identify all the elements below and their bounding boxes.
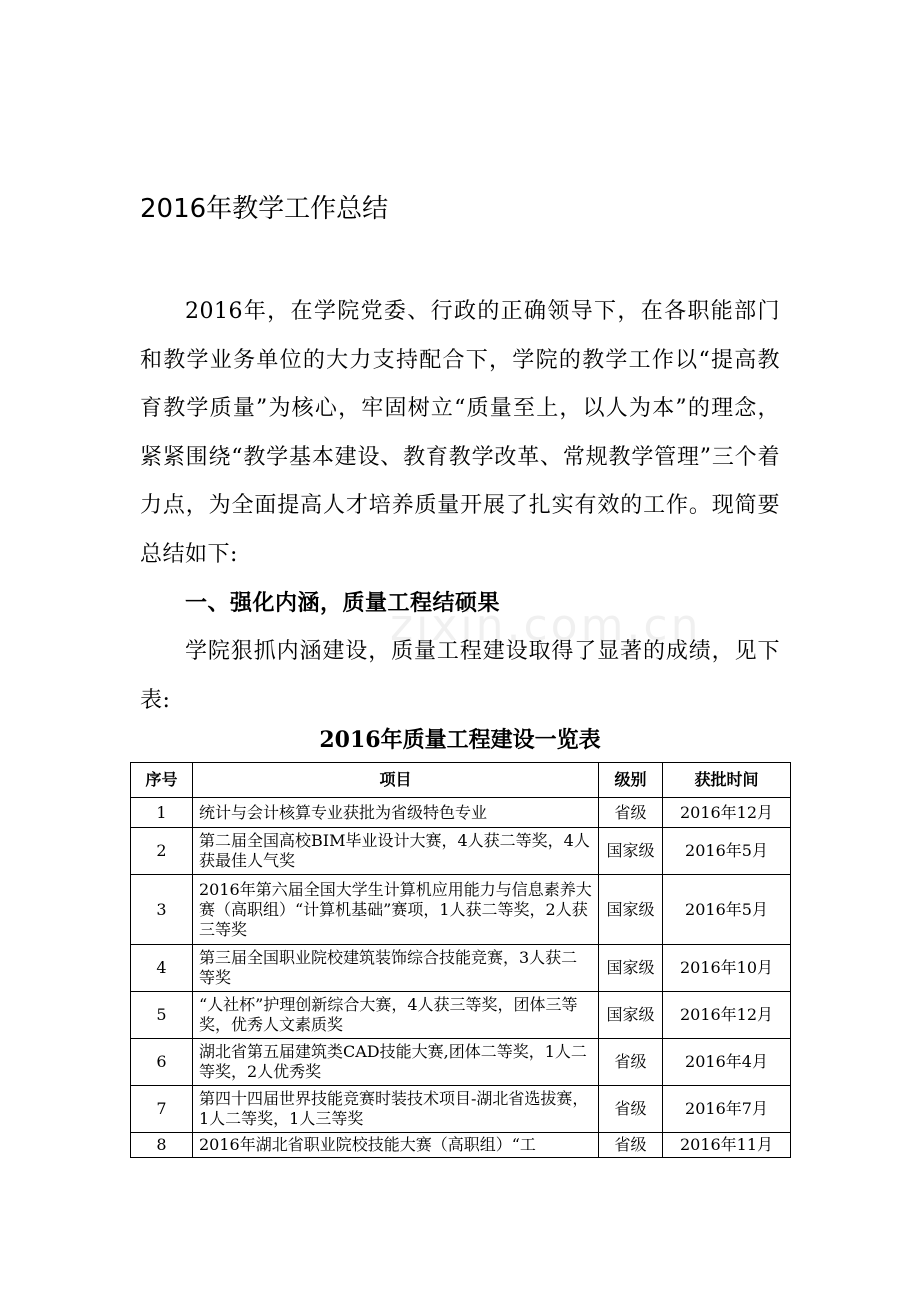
row-index: 6 bbox=[131, 1039, 193, 1086]
row-level: 省级 bbox=[599, 798, 663, 828]
row-index: 1 bbox=[131, 798, 193, 828]
table-title: 2016年质量工程建设一览表 bbox=[319, 727, 601, 753]
table-row bbox=[131, 798, 791, 828]
row-project: 2016年第六届全国大学生计算机应用能力与信息素养大赛（高职组）“计算机基础”赛项，1人获二等奖，2人获三等奖 bbox=[193, 875, 599, 945]
row-project: 第二届全国高校BIM毕业设计大赛，4人获二等奖，4人获最佳人气奖 bbox=[193, 828, 599, 875]
row-project: “人社杯”护理创新综合大赛，4人获三等奖，团体三等奖，优秀人文素质奖 bbox=[193, 992, 599, 1039]
table-row bbox=[131, 1039, 791, 1086]
row-index: 5 bbox=[131, 992, 193, 1039]
document-title: 2016年教学工作总结 bbox=[140, 194, 389, 224]
row-index: 3 bbox=[131, 875, 193, 945]
row-time: 2016年12月 bbox=[663, 992, 791, 1039]
row-index: 7 bbox=[131, 1086, 193, 1133]
table-header-row bbox=[131, 763, 791, 798]
row-level: 国家级 bbox=[599, 828, 663, 875]
row-level: 省级 bbox=[599, 1039, 663, 1086]
table-row bbox=[131, 1086, 791, 1133]
row-time: 2016年5月 bbox=[663, 875, 791, 945]
header-approval-time: 获批时间 bbox=[663, 763, 791, 798]
row-time: 2016年4月 bbox=[663, 1039, 791, 1086]
table-row bbox=[131, 1133, 791, 1158]
row-level: 省级 bbox=[599, 1133, 663, 1158]
row-time: 2016年10月 bbox=[663, 945, 791, 992]
row-time: 2016年7月 bbox=[663, 1086, 791, 1133]
intro-paragraph: 2016年，在学院党委、行政的正确领导下，在各职能部门和教学业务单位的大力支持配合下，学院的教学工作以“提高教育教学质量”为核心，牢固树立“质量至上，以人为本”的理念，紧紧围绕“教学基本建设、教育教学改革、常规教学管理”三个着力点，为全面提高人才培养质量开展了扎实有效的工作。现简要总结如下: bbox=[140, 299, 780, 567]
body-text bbox=[140, 288, 780, 725]
row-index: 4 bbox=[131, 945, 193, 992]
row-time: 2016年12月 bbox=[663, 798, 791, 828]
row-level: 国家级 bbox=[599, 992, 663, 1039]
row-index: 2 bbox=[131, 828, 193, 875]
row-project: 统计与会计核算专业获批为省级特色专业 bbox=[193, 798, 599, 828]
row-index: 8 bbox=[131, 1133, 193, 1158]
row-time: 2016年5月 bbox=[663, 828, 791, 875]
quality-project-table bbox=[130, 762, 791, 1158]
header-index: 序号 bbox=[131, 763, 193, 798]
table-row bbox=[131, 828, 791, 875]
row-level: 国家级 bbox=[599, 945, 663, 992]
section-heading-1: 一、强化内涵，质量工程结硕果 bbox=[185, 590, 501, 616]
row-level: 国家级 bbox=[599, 875, 663, 945]
row-project: 湖北省第五届建筑类CAD技能大赛,团体二等奖，1人二等奖，2人优秀奖 bbox=[193, 1039, 599, 1086]
table-row bbox=[131, 875, 791, 945]
watermark: zixin.com.cn bbox=[390, 600, 702, 651]
section-paragraph-1: 学院狠抓内涵建设，质量工程建设取得了显著的成绩，见下表: bbox=[140, 639, 780, 713]
table-row bbox=[131, 992, 791, 1039]
row-time: 2016年11月 bbox=[663, 1133, 791, 1158]
row-project: 2016年湖北省职业院校技能大赛（高职组）“工 bbox=[193, 1133, 599, 1158]
table-row bbox=[131, 945, 791, 992]
header-level: 级别 bbox=[599, 763, 663, 798]
row-project: 第三届全国职业院校建筑装饰综合技能竞赛，3人获二等奖 bbox=[193, 945, 599, 992]
header-project: 项目 bbox=[193, 763, 599, 798]
row-level: 省级 bbox=[599, 1086, 663, 1133]
row-project: 第四十四届世界技能竞赛时装技术项目-湖北省选拔赛，1人二等奖，1人三等奖 bbox=[193, 1086, 599, 1133]
